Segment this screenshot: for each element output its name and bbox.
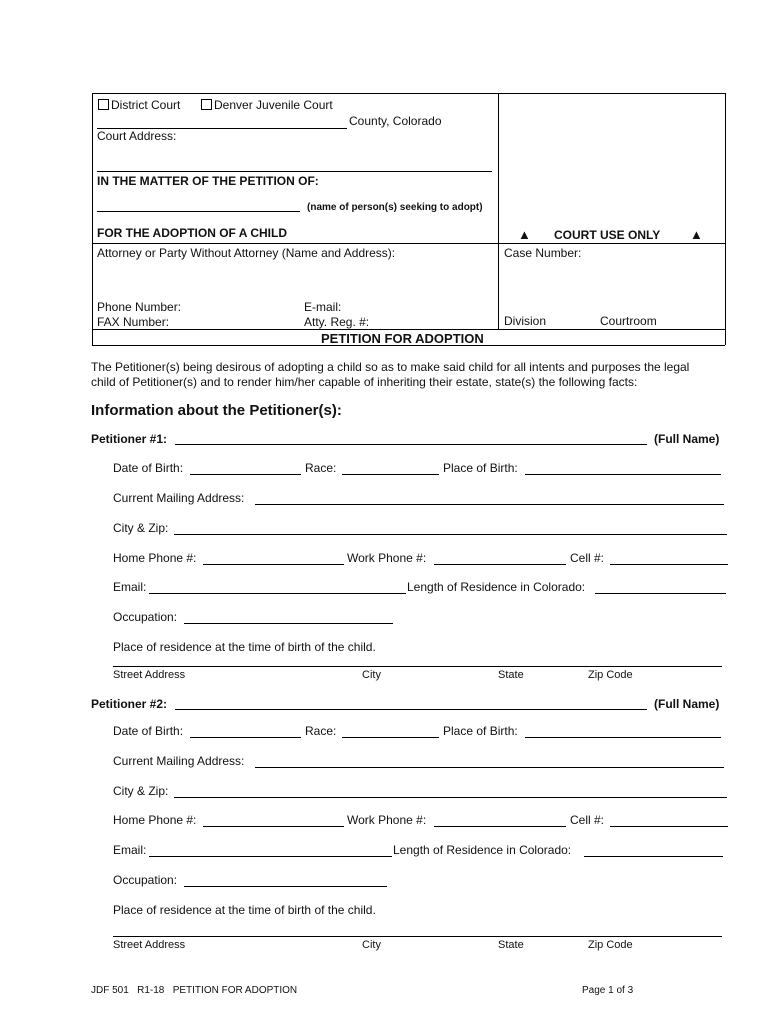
court-address-label: Court Address:: [97, 129, 177, 143]
petitioner-1-label: Petitioner #1:: [91, 432, 168, 446]
court-option-district-label: District Court: [111, 98, 181, 112]
home-phone-field[interactable]: [203, 826, 344, 827]
adoption-label: FOR THE ADOPTION OF A CHILD: [97, 226, 287, 240]
mailing-address-field[interactable]: [255, 767, 724, 768]
zip-code-label: Zip Code: [588, 669, 633, 681]
case-number-label: Case Number:: [504, 246, 582, 260]
cell-field[interactable]: [610, 826, 728, 827]
triangle-up-icon: ▲: [690, 227, 703, 242]
place-of-birth-label: Place of Birth:: [443, 461, 518, 475]
city-label: City: [362, 669, 381, 681]
place-of-birth-field[interactable]: [525, 474, 721, 475]
petitioner-1-name-field[interactable]: [175, 444, 647, 445]
occupation-label: Occupation:: [113, 610, 178, 624]
place-of-birth-field[interactable]: [525, 737, 721, 738]
zip-code-label: Zip Code: [588, 939, 633, 951]
caption-mid-border: [92, 243, 725, 244]
home-phone-label: Home Phone #:: [113, 813, 197, 827]
race-label: Race:: [305, 724, 337, 738]
residence-length-field[interactable]: [584, 856, 723, 857]
place-of-birth-label: Place of Birth:: [443, 724, 518, 738]
caption-lower-border: [92, 329, 725, 330]
mailing-address-field[interactable]: [255, 504, 724, 505]
dob-label: Date of Birth:: [113, 461, 184, 475]
atty-reg-label: Atty. Reg. #:: [304, 315, 370, 329]
street-address-label: Street Address: [113, 669, 186, 681]
petitioner-2-name-field[interactable]: [175, 709, 647, 710]
division-label: Division: [504, 314, 547, 328]
dob-label: Date of Birth:: [113, 724, 184, 738]
race-label: Race:: [305, 461, 337, 475]
court-use-only-label: COURT USE ONLY: [554, 228, 661, 242]
work-phone-field[interactable]: [434, 826, 566, 827]
footer-page-number: Page 1 of 3: [582, 985, 634, 996]
work-phone-field[interactable]: [434, 564, 566, 565]
city-zip-label: City & Zip:: [113, 521, 169, 535]
residence-length-field[interactable]: [595, 593, 726, 594]
occupation-field[interactable]: [184, 886, 387, 887]
courtroom-label: Courtroom: [600, 314, 657, 328]
home-phone-field[interactable]: [203, 564, 344, 565]
occupation-label: Occupation:: [113, 873, 178, 887]
court-option-district[interactable]: [98, 98, 180, 112]
full-name-hint: (Full Name): [654, 697, 720, 711]
dob-field[interactable]: [190, 737, 301, 738]
attorney-label: Attorney or Party Without Attorney (Name and Address):: [97, 246, 396, 260]
mailing-address-label: Current Mailing Address:: [113, 491, 245, 505]
court-address-field[interactable]: [97, 171, 492, 172]
section-title: Information about the Petitioner(s):: [91, 402, 342, 419]
form-title: PETITION FOR ADOPTION: [321, 331, 484, 346]
work-phone-label: Work Phone #:: [347, 813, 427, 827]
email-field[interactable]: [149, 856, 392, 857]
dob-field[interactable]: [190, 474, 301, 475]
checkbox-district[interactable]: [98, 99, 109, 110]
email-field[interactable]: [149, 593, 406, 594]
caption-right-border: [725, 93, 726, 345]
city-label: City: [362, 939, 381, 951]
caption-top-border: [92, 93, 725, 94]
cell-label: Cell #:: [570, 813, 605, 827]
petitioner-names-field[interactable]: [97, 211, 300, 212]
intro-line-2: child of Petitioner(s) and to render him/her capable of inheriting their estate, state(s) the following facts:: [91, 375, 638, 389]
name-hint: (name of person(s) seeking to adopt): [307, 202, 483, 213]
caption-divider: [498, 93, 499, 330]
county-label: County, Colorado: [349, 114, 442, 128]
full-name-hint: (Full Name): [654, 432, 720, 446]
residence-length-label: Length of Residence in Colorado:: [393, 843, 572, 857]
residence-at-birth-label: Place of residence at the time of birth of the child.: [113, 640, 376, 654]
home-phone-label: Home Phone #:: [113, 551, 197, 565]
intro-line-1: The Petitioner(s) being desirous of adopting a child so as to make said child for all intents and purposes the legal: [91, 360, 690, 374]
matter-label: IN THE MATTER OF THE PETITION OF:: [97, 174, 319, 188]
checkbox-denver-juvenile[interactable]: [201, 99, 212, 110]
residence-at-birth-field[interactable]: [113, 666, 722, 667]
race-field[interactable]: [342, 737, 439, 738]
phone-label: Phone Number:: [97, 300, 182, 314]
residence-at-birth-field[interactable]: [113, 936, 722, 937]
state-label: State: [498, 939, 524, 951]
street-address-label: Street Address: [113, 939, 186, 951]
race-field[interactable]: [342, 474, 439, 475]
email-label: Email:: [113, 580, 147, 594]
mailing-address-label: Current Mailing Address:: [113, 754, 245, 768]
court-option-denver-label: Denver Juvenile Court: [214, 98, 333, 112]
cell-label: Cell #:: [570, 551, 605, 565]
court-option-denver[interactable]: [201, 98, 333, 112]
triangle-up-icon: ▲: [518, 227, 531, 242]
fax-label: FAX Number:: [97, 315, 170, 329]
caption-left-border: [92, 93, 93, 345]
residence-at-birth-label: Place of residence at the time of birth of the child.: [113, 903, 376, 917]
city-zip-label: City & Zip:: [113, 784, 169, 798]
occupation-field[interactable]: [184, 623, 393, 624]
state-label: State: [498, 669, 524, 681]
email-label: E-mail:: [304, 300, 342, 314]
city-zip-field[interactable]: [174, 797, 727, 798]
petitioner-2-label: Petitioner #2:: [91, 697, 168, 711]
work-phone-label: Work Phone #:: [347, 551, 427, 565]
email-label: Email:: [113, 843, 147, 857]
cell-field[interactable]: [610, 564, 728, 565]
city-zip-field[interactable]: [174, 534, 727, 535]
footer-form-id: JDF 501 R1-18 PETITION FOR ADOPTION: [91, 985, 298, 996]
residence-length-label: Length of Residence in Colorado:: [407, 580, 586, 594]
